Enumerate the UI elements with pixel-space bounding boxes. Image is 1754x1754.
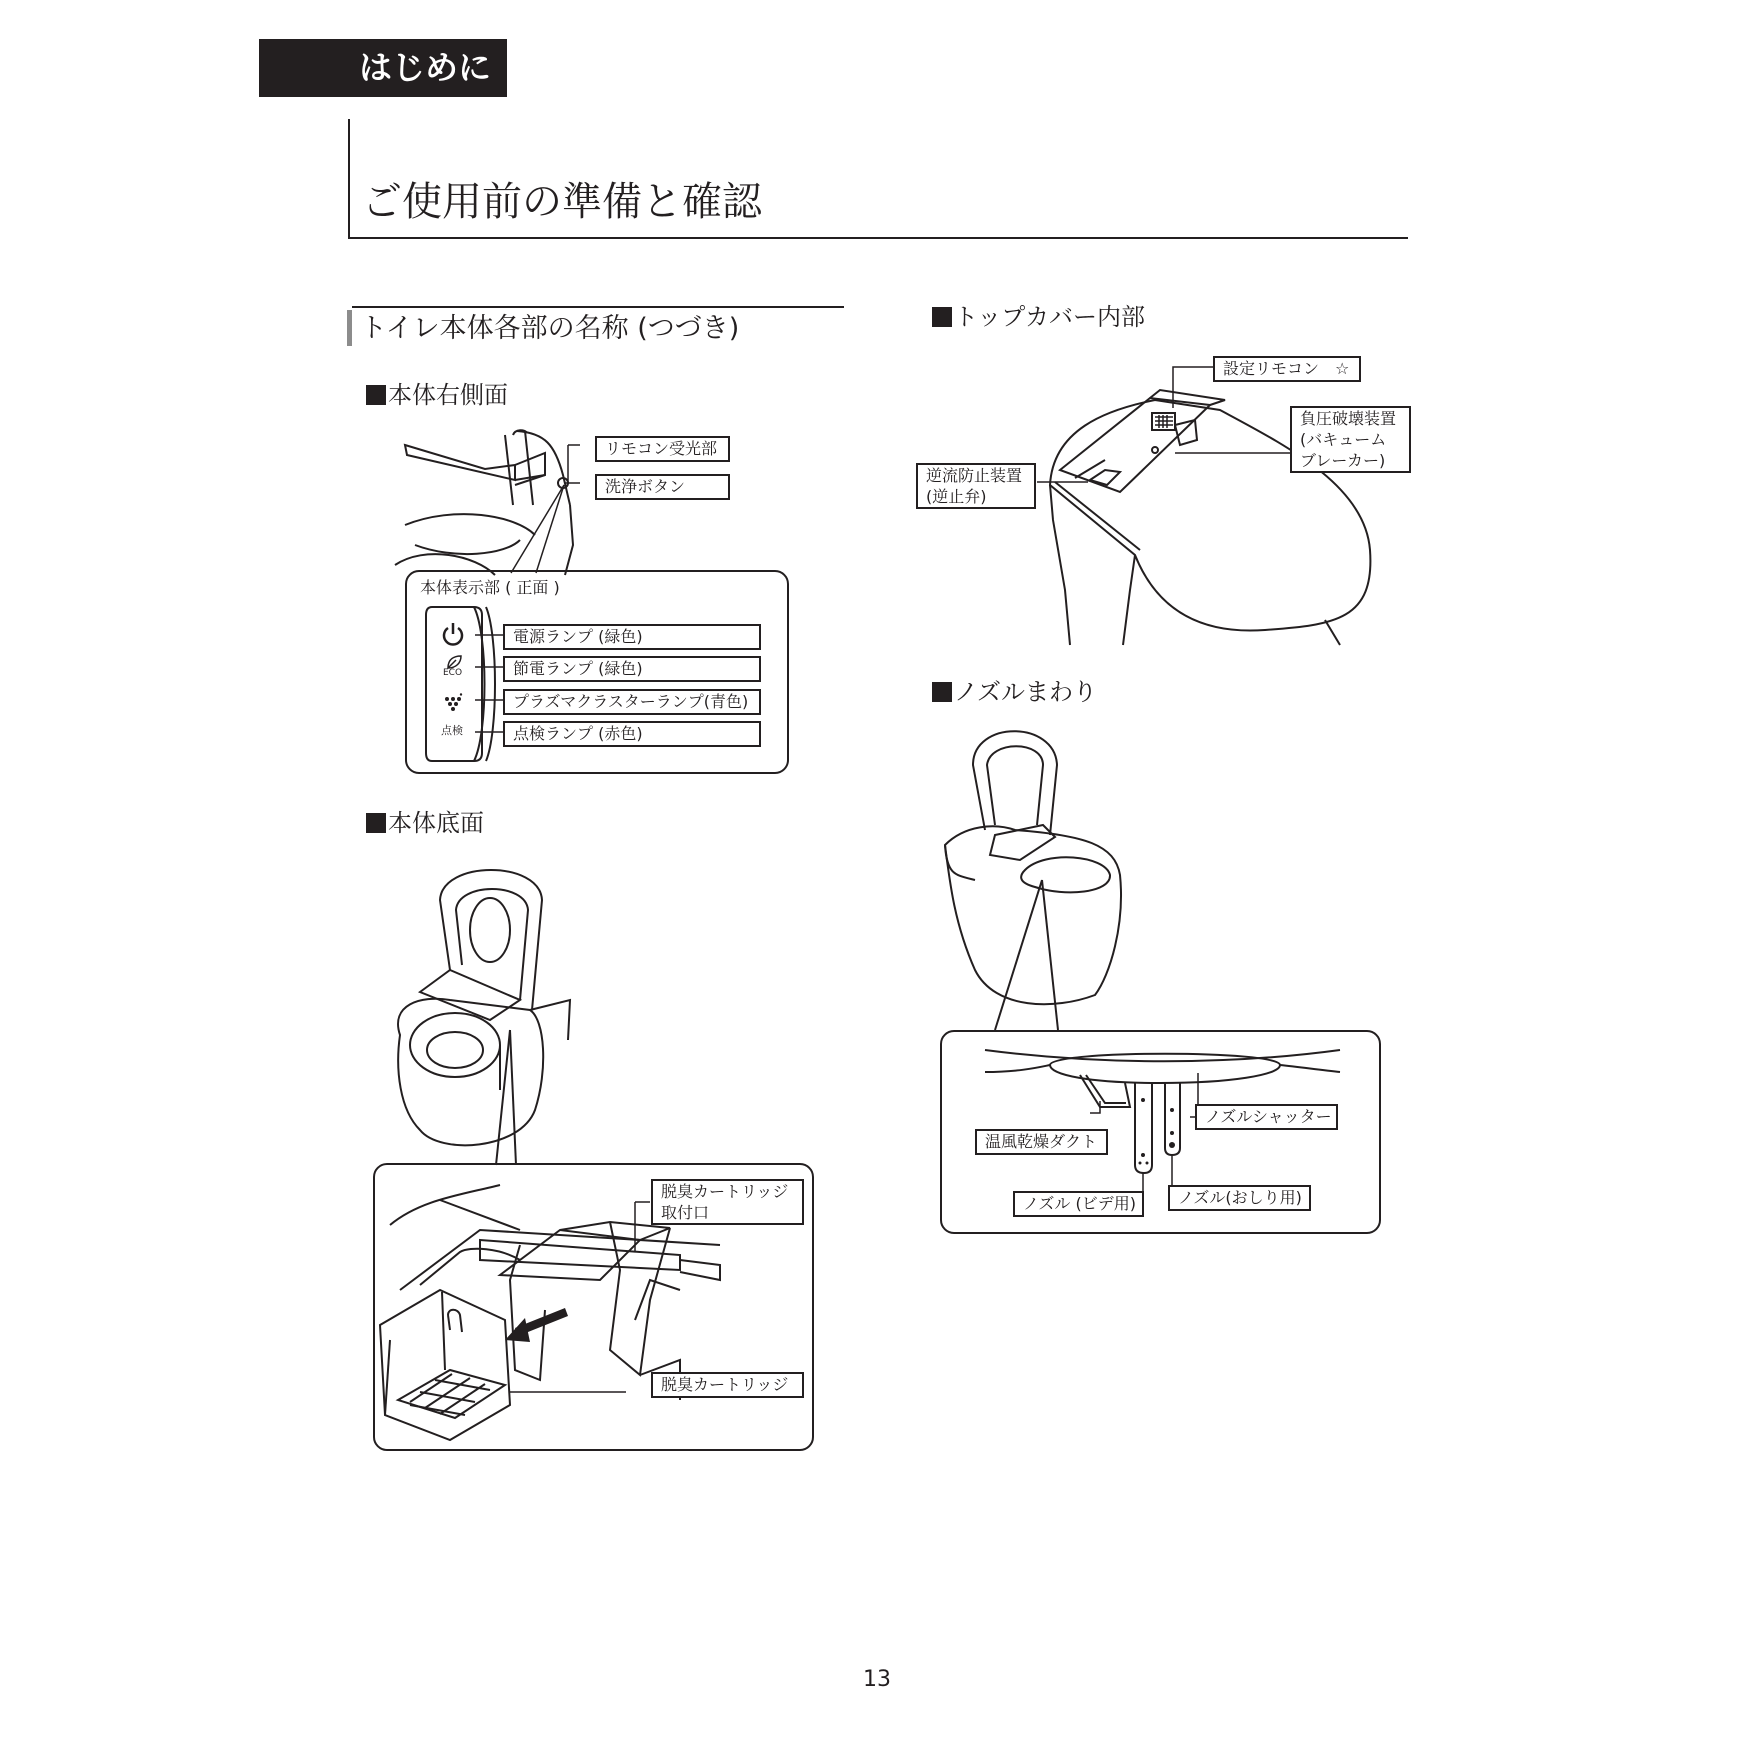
wash-button-label: 洗浄ボタン bbox=[595, 474, 730, 500]
settings-remote-label: 設定リモコン ☆ bbox=[1213, 356, 1361, 382]
bottom-heading: 本体底面 bbox=[366, 808, 484, 838]
nozzle-bidet-label: ノズル (ビデ用) bbox=[1013, 1191, 1144, 1217]
backflow-preventer-label bbox=[916, 463, 1036, 509]
chapter-tab: はじめに bbox=[259, 39, 507, 97]
lamp-leaders bbox=[475, 620, 505, 740]
lamp-label-eco: 節電ランプ (緑色) bbox=[503, 656, 761, 682]
top-cover-heading: トップカバー内部 bbox=[932, 302, 1145, 332]
lamp-label-power: 電源ランプ (緑色) bbox=[503, 624, 761, 650]
cartridge-label: 脱臭カートリッジ bbox=[651, 1372, 804, 1398]
dryer-duct-label: 温風乾燥ダクト bbox=[975, 1129, 1108, 1155]
nozzle-shutter-label: ノズルシャッター bbox=[1195, 1104, 1338, 1130]
backflow-preventer-line1: 逆流防止装置 bbox=[926, 466, 1023, 485]
section-rule bbox=[352, 306, 844, 308]
nozzle-rear-label: ノズル(おしり用) bbox=[1168, 1185, 1311, 1211]
vacuum-breaker-line1: 負圧破壊装置 bbox=[1300, 409, 1397, 428]
right-side-leaders bbox=[520, 440, 590, 580]
lamp-label-inspect: 点検ランプ (赤色) bbox=[503, 721, 761, 747]
page-title: ご使用前の準備と確認 bbox=[362, 179, 762, 225]
cartridge-port-label-line2: 取付口 bbox=[661, 1203, 710, 1222]
display-panel-caption: 本体表示部 ( 正面 ) bbox=[420, 578, 560, 597]
cartridge-port-label-line1: 脱臭カートリッジ bbox=[661, 1182, 789, 1201]
eco-icon-text: ECO bbox=[443, 668, 463, 678]
backflow-preventer-line2: (逆止弁) bbox=[926, 487, 987, 506]
nozzle-heading: ノズルまわり bbox=[932, 677, 1097, 707]
section-marker bbox=[347, 310, 352, 346]
nozzle-zoom-leaders bbox=[990, 870, 1070, 1030]
inspect-icon-text: 点検 bbox=[441, 724, 463, 737]
lamp-label-plasmacluster: プラズマクラスターランプ(青色) bbox=[503, 689, 761, 715]
cartridge-port-label bbox=[651, 1179, 804, 1225]
remote-receiver-label: リモコン受光部 bbox=[595, 436, 730, 462]
section-title: トイレ本体各部の名称 (つづき) bbox=[360, 313, 740, 344]
title-rule-vertical bbox=[348, 119, 350, 239]
eco-leaf-icon bbox=[446, 655, 462, 669]
power-icon bbox=[441, 622, 465, 646]
right-side-heading: 本体右側面 bbox=[366, 380, 508, 410]
page-number: 13 bbox=[863, 1667, 891, 1692]
vacuum-breaker-line3: ブレーカー) bbox=[1300, 451, 1386, 470]
vacuum-breaker-line2: (バキューム bbox=[1300, 430, 1387, 449]
bottom-zoom-leaders bbox=[480, 1030, 520, 1170]
title-rule-horizontal bbox=[348, 237, 1408, 239]
vacuum-breaker-label bbox=[1290, 406, 1411, 473]
plasmacluster-icon bbox=[444, 693, 464, 711]
